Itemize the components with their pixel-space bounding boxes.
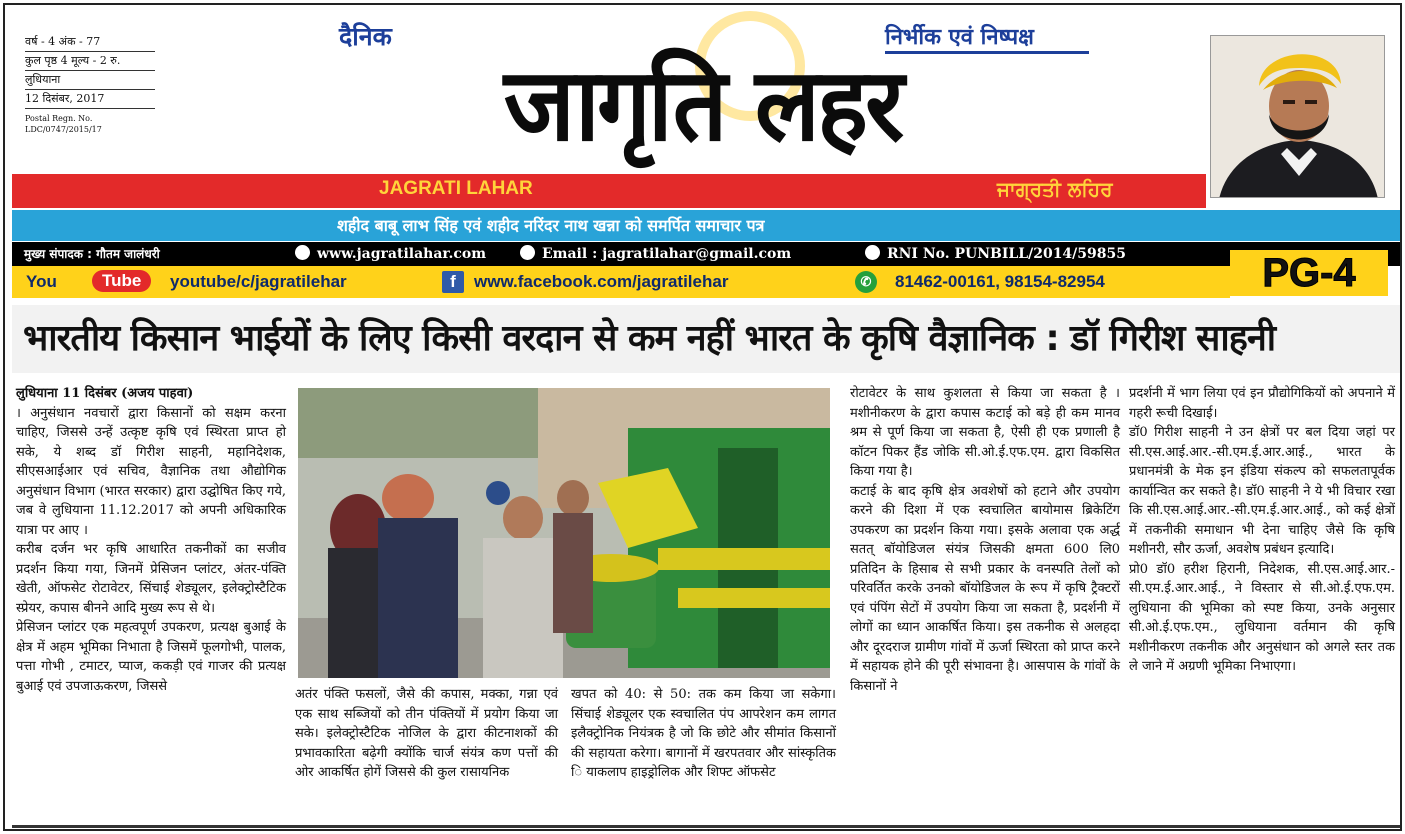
paragraph: अतंर पंक्ति फसलों, जैसे की कपास, मक्का, गन्ना एवं एक साथ सब्जियों को तीन पंक्तियों में प्रयोग किया जा सके। इलेक्ट्रोस्टैटिक नोजिल के द्वारा कीटनाशकों की प्रभावकारिता बढ़ेगी क्योंकि चार्ज संयंत्र कण पत्तों की ओर आकर्षित होगें जिससे की कुल रासायनिक (295, 687, 558, 780)
dainik-label: दैनिक (339, 22, 392, 51)
postal-regn-label: Postal Regn. No. (25, 114, 93, 123)
paragraph: कटाई के बाद कृषि क्षेत्र अवशेषों को हटाने और उपयोग करने की दिशा में एक स्वचालित बायोमास ब्रिकेटिंग उपकरण का प्रदर्शन किया गया। इसके अलावा एक अर्द्ध सतत् बॉयोडिजल संयंत्र जिसकी क्षमता 600 लि0 प्रतिदिन के हिसाब से सभी प्रकार के वनस्पति तेलों को परिवर्तित करके उनको बॉयोडिजल के रूप में कृषि ट्रैक्टरों एवं पंपिंग सेटों में उपयोग किया जा सकता है, प्रदर्शनी में लोगों का ध्यान आकर्षित किया। इस तकनीक से अलहदा और दूरदराज ग्रामीण गांवों में ऊर्जा स्थिरता को प्राप्त करने में सहायक होने की पूरी संभावना है। आसपास के गांवों के किसानों ने (850, 483, 1120, 694)
bullet-icon (295, 245, 310, 260)
editor-portrait (1210, 35, 1385, 198)
dedication-text: शहीद बाबू लाभ सिंह एवं शहीद नरिंदर नाथ खन्ना को समर्पित समाचार पत्र (337, 216, 765, 235)
article-column-3 (571, 685, 836, 783)
paragraph: प्रदर्शनी में भाग लिया एवं इन प्रौद्योगिकियों को अपनाने में गहरी रूची दिखाई। (1129, 386, 1395, 421)
issue-meta-line: लुधियाना (25, 71, 155, 90)
facebook-link[interactable]: www.facebook.com/jagratilehar (474, 272, 729, 291)
rni-number: RNI No. PUNBILL/2014/59855 (887, 246, 1126, 262)
contact-bar (12, 242, 1402, 266)
chief-editor: मुख्य संपादक : गौतम जालंधरी (24, 247, 160, 261)
bullet-icon (520, 245, 535, 260)
headline: भारतीय किसान भाईयों के लिए किसी वरदान से कम नहीं भारत के कृषि वैज्ञानिक : डॉ गिरीश साहनी (12, 305, 1402, 373)
issue-meta-line: कुल पृष्ठ 4 मूल्य - 2 रु. (25, 52, 155, 71)
issue-meta (25, 33, 155, 135)
article-column-4 (850, 384, 1120, 696)
article-column-1 (16, 384, 286, 696)
bullet-icon (865, 245, 880, 260)
youtube-you-label: You (26, 272, 57, 291)
dateline: लुधियाना 11 दिसंबर (अजय पाहवा) (16, 386, 194, 401)
masthead-red-bar (12, 174, 1206, 208)
social-bar (12, 266, 1230, 298)
paragraph: प्रेसिजन प्लांटर एक महत्वपूर्ण उपकरण, प्रत्यक्ष बुआई के क्षेत्र में अहम भूमिका निभाता है जिसमें फूलगोभी, पालक, पत्ता गोभी , टमाटर, प्याज, ककड़ी एवं गाजर की प्रत्यक्ष बुआई एवं उपजाऊकरण, जिससे (16, 620, 286, 694)
rni-item (865, 245, 1126, 262)
article-column-5 (1129, 384, 1395, 677)
newspaper-logo: जागृति लहर (503, 46, 902, 164)
website-link[interactable]: www.jagratilahar.com (317, 246, 487, 262)
page-number-tag: PG-4 (1230, 250, 1388, 296)
issue-meta-line: 12 दिसंबर, 2017 (25, 90, 155, 109)
email-item (520, 245, 791, 262)
whatsapp-icon: ✆ (855, 271, 877, 293)
youtube-icon: Tube (92, 270, 151, 292)
facebook-icon: f (442, 271, 464, 293)
newspaper-page (3, 3, 1402, 831)
photo-illustration (298, 388, 830, 678)
paragraph: डॉ0 गिरीश साहनी ने उन क्षेत्रों पर बल दिया जहां पर सी.एस.आई.आर.-सी.एम.ई.आर.आई., भारत के प्रधानमंत्री के मेक इन इंडिया संकल्प को सफलतापूर्वक कार्यान्वित कर सकते है। डॉ0 साहनी ने ये भी विचार रखा कि सी.एस.आई.आर.-सी.एम.ई.आर.आई., को कई क्षेत्रों में तकनीकी समाधान भी देना चाहिए जैसे कि कृषि मशीनरी, सौर ऊर्जा, अवशेष प्रबंधन इत्यादि। (1129, 425, 1395, 557)
tagline: निर्भीक एवं निष्पक्ष (885, 25, 1034, 50)
dedication-bar (12, 210, 1402, 241)
paragraph: । अनुसंधान नवचारों द्वारा किसानों को सक्षम करना चाहिए, जिससे उन्हें उत्कृष्ट कृषि एवं स्थिरता प्राप्त हो सके, ये शब्द डॉ गिरीश साहनी, महानिदेशक, सीएसआईआर एवं सचिव, वैज्ञानिक तथा औद्योगिक अनुसंधान विभाग (भारत सरकार) द्वारा उद्घोषित किए गये, जब वे लुधियाना 11.12.2017 को अपनी अधिकारिक यात्रा पर आए । (16, 405, 286, 538)
article-column-2 (295, 685, 558, 783)
postal-regn-number: LDC/0747/2015/17 (25, 125, 102, 134)
youtube-link[interactable]: youtube/c/jagratilehar (170, 272, 347, 291)
article-photo (298, 388, 830, 678)
bottom-rule (12, 825, 1402, 828)
name-punjabi: ਜਾਗ੍ਰਤੀ ਲਹਿਰ (997, 177, 1113, 201)
name-english: JAGRATI LAHAR (379, 178, 533, 199)
phone-numbers: 81462-00161, 98154-82954 (895, 272, 1105, 291)
paragraph: करीब दर्जन भर कृषि आधारित तकनीकों का सजीव प्रदर्शन किया गया, जिनमें प्रेसिजन प्लांटर, अंतर-पंक्ति खेती, ऑफसेट रोटावेटर, सिंचाई शेड्यूलर, इलेक्ट्रोस्टैटिक स्प्रेयर, कपास बीनने आदि मुख्य रूप से थे। (16, 542, 286, 616)
website-item (295, 245, 486, 262)
issue-meta-line: वर्ष - 4 अंक - 77 (25, 33, 155, 52)
email-link[interactable]: Email : jagratilahar@gmail.com (542, 246, 792, 262)
paragraph: खपत को 40: से 50: तक कम किया जा सकेगा। सिंचाई शेड्यूलर एक स्वचालित पंप आपरेशन कम लागत इलैक्ट्रोनिक नियंत्रक है जो कि छोटे और सीमांत किसानों की सहायता करेगा। बागानों में खरपतवार और सांस्कृतिक ि याकलाप हाइड्रोलिक और शिफ्ट ऑफसेट (571, 687, 836, 780)
paragraph: रोटावेटर के साथ कुशलता से किया जा सकता है । मशीनीकरण के द्वारा कपास कटाई को बड़े ही कम मानव श्रम से पूर्ण किया जा सकता है, ऐसी ही एक प्रणाली है कॉटन पिकर हैंड जोकि सी.ओ.ई.एफ.एम. द्वारा विकसित किया गया है। (850, 386, 1120, 479)
portrait-illustration (1211, 36, 1385, 198)
paragraph: प्रो0 डॉ0 हरीश हिरानी, निदेशक, सी.एस.आई.आर.-सी.एम.ई.आर.आई., ने विस्तार से सी.ओ.ई.एफ.एम. लुधियाना की भूमिका को स्पष्ट किया, उनके अनुसार सी.ओ.ई.एफ.एम., लुधियाना वर्तमान की कृषि मशीनीकरण तकनीक और अनुसंधान को अगले स्तर तक ले जाने में अग्रणी भूमिका निभाएगा। (1129, 561, 1395, 674)
